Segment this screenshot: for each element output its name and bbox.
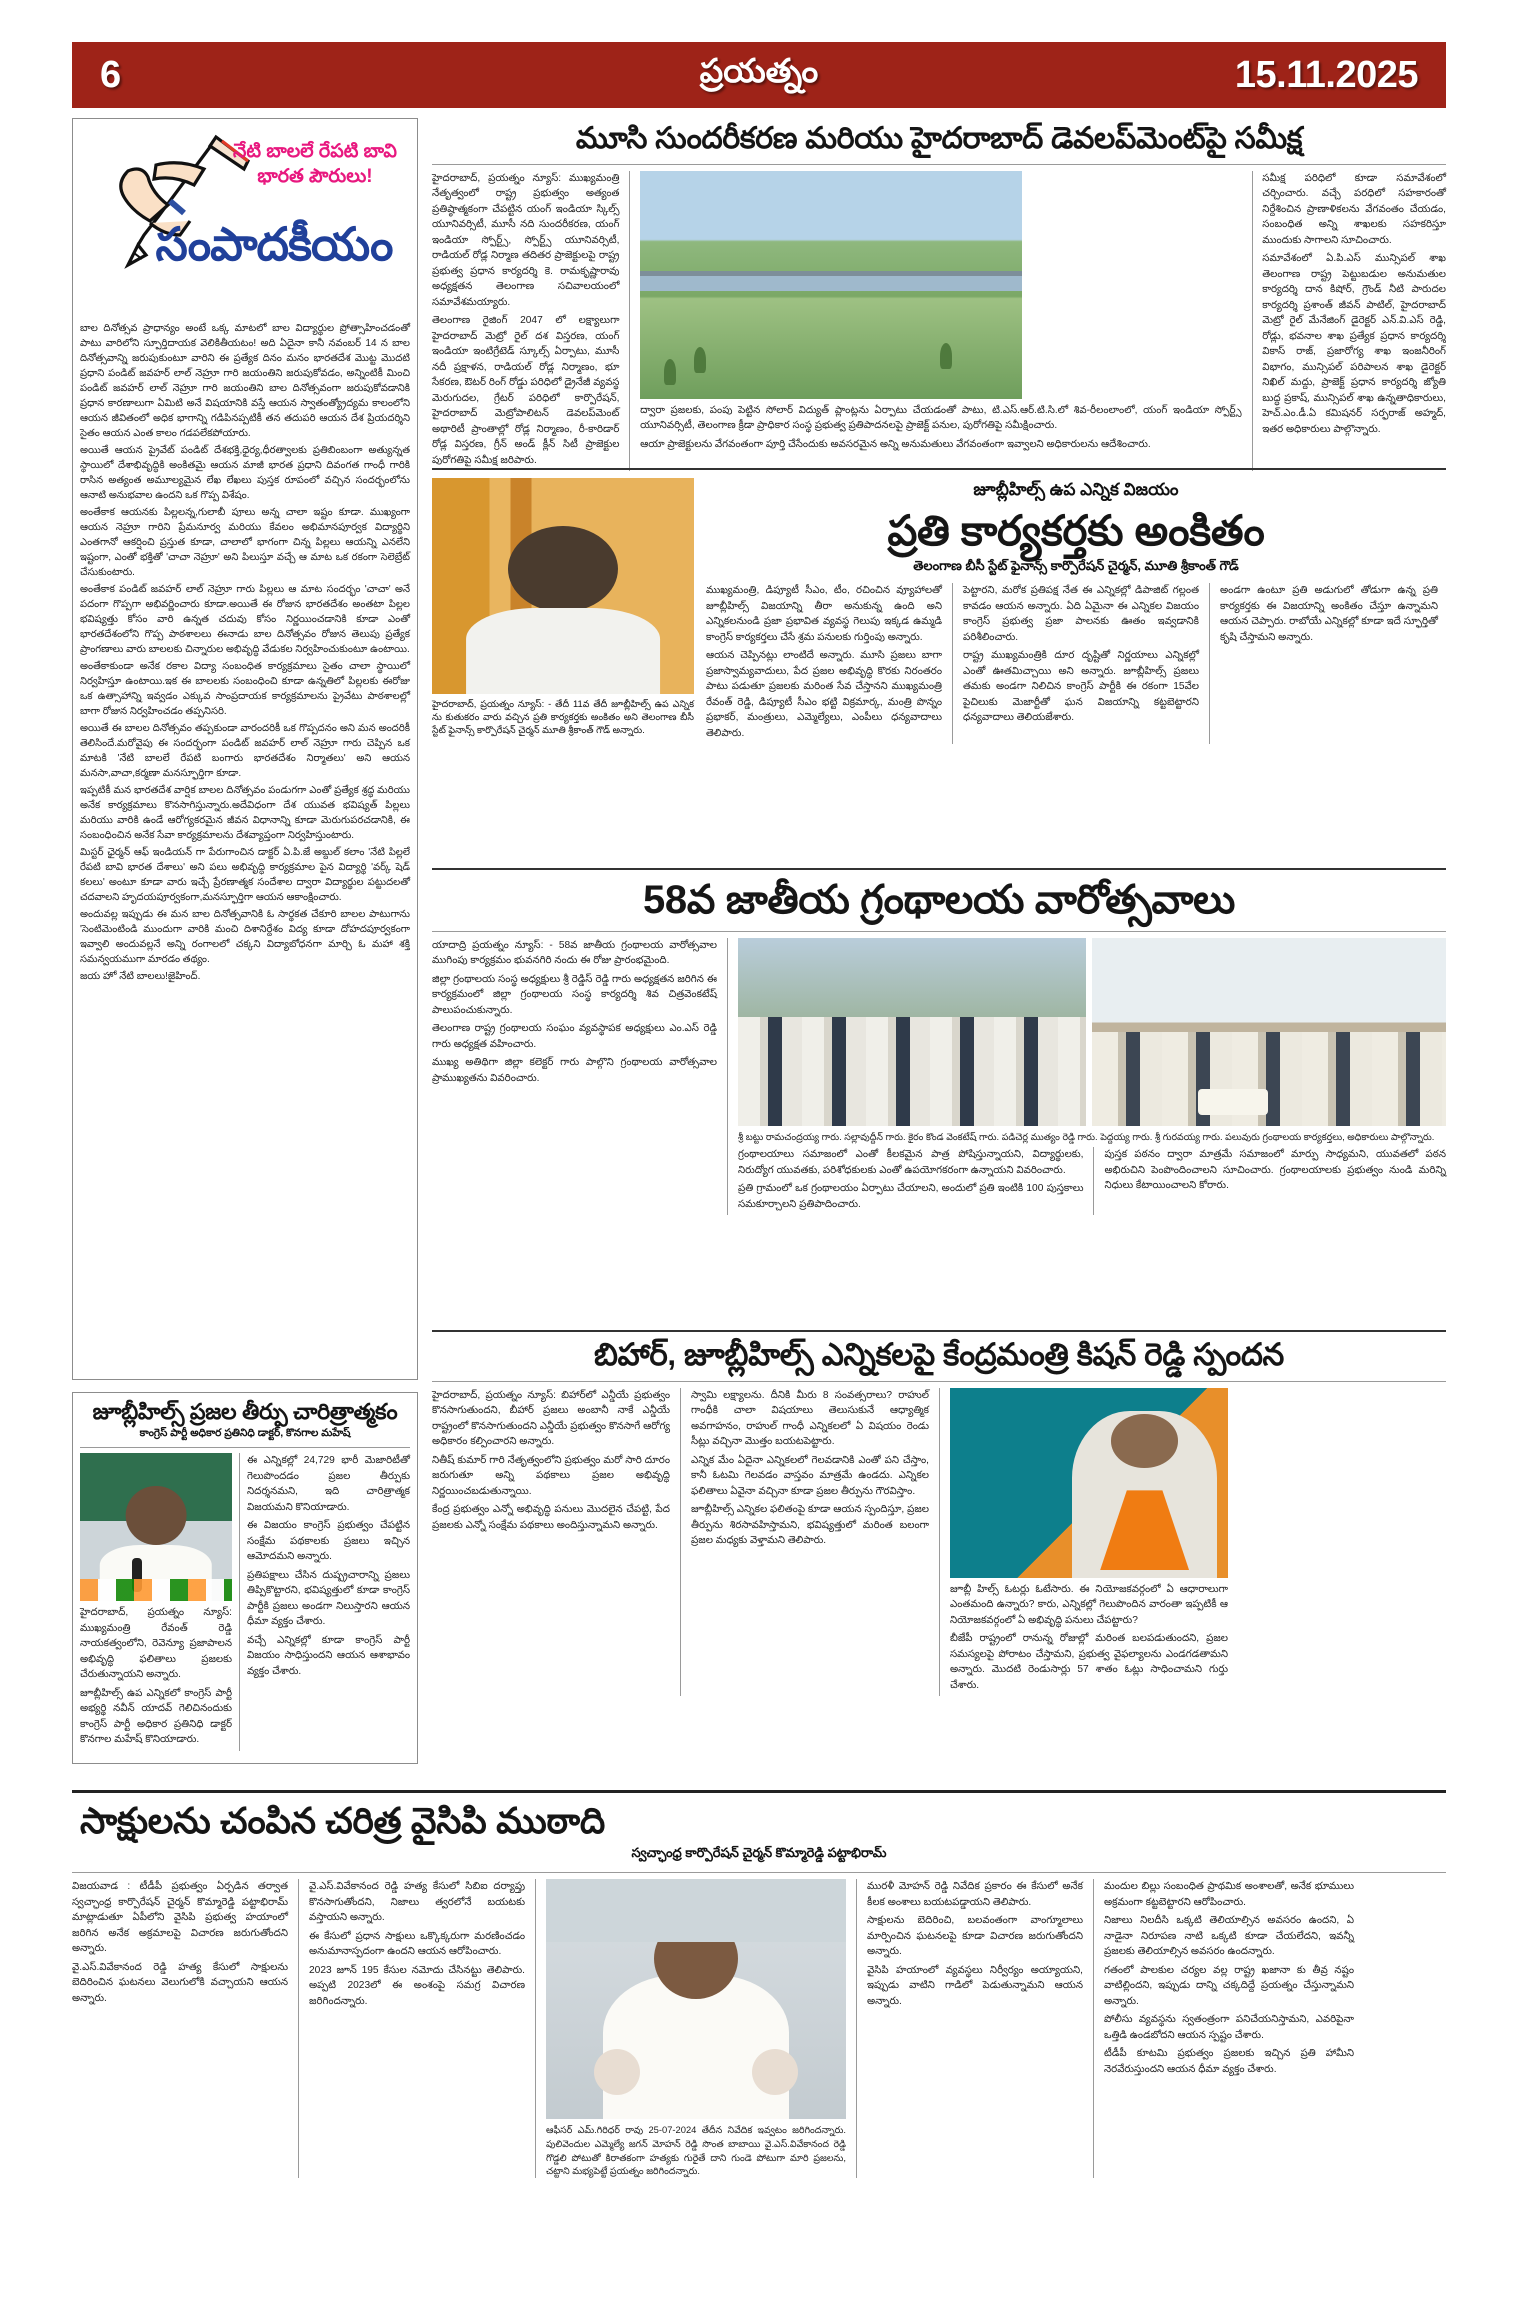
divider (80, 1447, 410, 1448)
paragraph: పుస్తక పఠనం ద్వారా మాత్రమే సమాజంలో మార్పు సాధ్యమని, యువతలో పఠన అభిరుచిని పెంపొందించాలని సూచించారు. గ్రంథాలయాలకు ప్రభుత్వం నుండి మరిన్ని నిధులు కేటాయించాలని కోరారు. (1104, 1149, 1446, 1192)
editorial-body (80, 321, 410, 984)
jubilee-hills-article (432, 468, 1446, 838)
kishan-column-1 (432, 1388, 670, 1697)
paragraph: ఈ కేసులో ప్రధాన సాక్షులు ఒక్కొక్కరుగా మరణించడం అనుమానాస్పదంగా ఉందని ఆయన ఆరోపించారు. (309, 1930, 525, 1958)
paragraph: ఈ విజయం కాంగ్రెస్ ప్రభుత్వం చేపట్టిన సంక్షేమ పథకాలకు ప్రజలు ఇచ్చిన ఆమోదమని అన్నారు. (247, 1520, 410, 1563)
column-divider (952, 583, 953, 744)
column-divider (1093, 1147, 1094, 1215)
publication-date: 15.11.2025 (1234, 53, 1418, 96)
paragraph: జూబ్లీ హిల్స్ ఓటర్లు ఓటేసారు. ఈ నియోజకవర్గంలో ఏ ఆధారాలుగా ఎంతమంది ఉన్నారు? కారు, ఎన్నికల్లో గెలుపొందిన వారంతా ఇప్పటికీ ఆ నియోజకవర్గంలో ఏ అభివృద్ధి పనులు చేపట్టారు? (950, 1583, 1228, 1626)
pattabhiram-press-meet-photo (546, 1879, 846, 2119)
library-photo-caption: శ్రీ బట్టు రామచంద్రయ్య గారు. సల్లావుద్దీన్ గారు. కైరం కొండ వెంకటేష్ గారు. పడిచెర్ల ముత్యం రెడ్డి గారు. పెద్దయ్య గారు. శ్రీ గురవయ్య గారు. పలువురు గ్రంథాలయ కార్యకర్తలు, అధికారులు పాల్గొన్నారు. (738, 1130, 1435, 1142)
paragraph: హైదరాబాద్, ప్రయత్నం న్యూస్: ముఖ్యమంత్రి రేవంత్ రెడ్డి నాయకత్వంలోని, రెవెన్యూ ప్రజాపాలన అభివృద్ధి ఫలితాలు ప్రజలకు చేరుతున్నాయని అన్నారు. (80, 1607, 232, 1681)
editorial-paragraph: మిస్టర్ ఛైర్మన్ ఆఫ్ ఇండియన్ గా పేరుగాంచిన డాక్టర్ ఏ.పి.జే అబ్దుల్ కలాం 'నేటి పిల్లలే రేపటి బావి భారత దేశాలు' అని పలు అభివృద్ధి కార్యక్రమాల పైన విద్యార్థి 'వర్క్ షెడ్ కలలు' అంటూ కూడా వారు ఇచ్చే ప్రేరణాత్మక సందేశాల ద్వారా విద్యార్థుల పట్టుదలతో చదవాలని హృదయపూర్వకంగా,మనస్ఫూర్తిగా ఆయన ఆకాంక్షించారు. (80, 847, 410, 903)
paragraph: ముఖ్య అతిథిగా జిల్లా కలెక్టర్ గారు పాల్గొని గ్రంథాలయ వారోత్సవాల ప్రాముఖ్యతను వివరించారు. (432, 1057, 718, 1084)
paragraph: పెట్టారని, మరోక ప్రతిపక్ష నేత ఈ ఎన్నికల్లో డిపాజిట్ గల్లంత కావడం ఆయన అన్నారు. ఏది ఏమైనా ఈ ఎన్నికల విజయం కాంగ్రెస్ ప్రభుత్వ ప్రజా పాలనకు ఊతం ఇవ్వడానికి పరిశీలించారు. (963, 585, 1199, 643)
column-divider (298, 1879, 299, 2178)
paragraph: వై.ఎస్.వివేకానంద రెడ్డి హత్య కేసులో సిబిఐ దర్యాప్తు కొనసాగుతోందని, నిజాలు త్వరలోనే బయటకు వస్తాయని అన్నారు. (309, 1881, 525, 1924)
divider (432, 1381, 1446, 1382)
paragraph: నిజాలు నిలదీసి ఒక్కటి తెలియాల్సిన అవసరం ఉందని, ఏ నాడైనా నిరూపణ నాటి ఒక్కటి కూడా చేయలేదని, ఇవన్నీ ప్రజలకు తెలియాల్సిన అవసరం ఉందన్నారు. (1104, 1915, 1354, 1958)
paragraph: ఆయన చెప్పినట్లు లాంటిదే అన్నారు. మూసి ప్రజలు బాగా ప్రజాస్వామ్యవాదులు, పేద ప్రజల అభివృద్ధి కొరకు నిరంతరం పాటు పడుతూ ప్రజలకు మరింత సేవ చేస్తానని ముఖ్యమంత్రి రేవంత్ రెడ్డి, డిప్యూటీ సీఎం భట్టి విక్రమార్క, మంత్రి పొన్నం ప్రభాకర్, మంత్రులు, ఎమ్మెల్యేలు, ఎంపీలు ధన్యవాదాలు తెలిపారు. (706, 650, 942, 739)
paragraph: రాష్ట్ర ముఖ్యమంత్రికి దూర దృష్టితో నిర్ణయాలు ఎన్నికల్లో ఎంతో ఊతమిచ్చాయి అని అన్నారు. జూబ్లీహిల్స్ ప్రజలు తమకు అండగా నిలిచిన కాంగ్రెస్ పార్టీకి ఈ రకంగా 15వేల పైచిలుకు మెజార్టీతో ఘన విజయాన్ని కట్టబెట్టారని ధన్యవాదాలు తెలియజేశారు. (963, 650, 1199, 724)
congress-column-1 (80, 1605, 232, 1748)
library-article (432, 868, 1446, 1316)
paragraph: వై.ఎస్.వివేకానంద రెడ్డి హత్య కేసులో సాక్షులను బెదిరించిన ఘటనలు వెలుగులోకి వచ్చాయని ఆయన అన్నారు. (72, 1961, 288, 2004)
editorial-paragraph: జయ హో నేటి బాలలు!జైహింద్. (80, 971, 201, 982)
kishan-reddy-article (432, 1330, 1446, 1768)
editorial-tagline: నేటి బాలలే రేపటి బావి భారత పౌరులు! (233, 141, 397, 188)
ysrcp-column-2 (309, 1879, 525, 2178)
paragraph: ద్వారా ప్రజలకు, పంపు పెట్టిన సోలార్ విద్యుత్ ప్లాంట్లను ఏర్పాటు చేయడంతో పాటు, టి.ఎస్.ఆర్.టి.సి.లో శివ-రీలంలాంలో, యంగ్ ఇండియా స్పోర్ట్స్ యూనివర్సిటీ, తెలంగాణ క్రీడా ప్రాధికార సంస్థ ప్రభుత్వ ప్రతిపాదనలపై ప్రాజెక్ట్ పనుల, పురోగతిపై సమీక్షించారు. (640, 404, 1242, 432)
congress-byline: కాంగ్రెస్ పార్టీ అధికార ప్రతినిధి డాక్టర్, కొనగాల మహేష్ (139, 1427, 351, 1440)
paragraph: సాక్షులను బెదిరించి, బలవంతంగా వాంగ్మూలాలు మార్పించిన ఘటనలపై కూడా విచారణ జరుగుతోందని అన్నారు. (867, 1915, 1083, 1958)
paragraph: గ్రంథాలయాలు సమాజంలో ఎంతో కీలకమైన పాత్ర పోషిస్తున్నాయని, విద్యార్థులకు, నిరుద్యోగ యువతకు, పరిశోధకులకు ఎంతో ఉపయోగకరంగా ఉన్నాయని వివరించారు. (738, 1149, 1084, 1176)
paragraph: ముఖ్యమంత్రి, డిప్యూటీ సీఎం, టీం, రచించిన వ్యూహాలతో జూబ్లీహిల్స్ విజయాన్ని తీరా అనుకున్న ఉంది అని ఎన్నికలనుండి ప్రజా ప్రభావిత వ్యవస్థ గెలుపు ఇక్కడ ఉమ్మడి కాంగ్రెస్ కార్యకర్తలు చేసే శ్రమ పనులకు గుర్తింపు అన్నారు. (706, 585, 942, 643)
divider (432, 468, 1446, 470)
congress-column-2 (247, 1453, 410, 1751)
jubilee-column-2 (963, 583, 1199, 744)
jubilee-column-3 (1220, 583, 1438, 744)
paragraph: బీజేపీ రాష్ట్రంలో రానున్న రోజుల్లో మరింత బలపడుతుందని, ప్రజల సమస్యలపై పోరాటం చేస్తామని, ప్రభుత్వ వైఫల్యాలను ఎండగడతామని అన్నారు. మొదటి రెండుసార్లు 57 శాతం ఓట్లు సాధించామని గుర్తు చేశారు. (950, 1633, 1228, 1691)
column-divider (629, 171, 630, 472)
editorial-paragraph: అందువల్ల ఇప్పుడు ఈ మన బాల దినోత్సవానికి ఓ సార్థకత చేకూరి బాలల పాటుగాను 'సెంటిమెంటిండి ముందుగా వారికి మంచి దిశానిర్దేశం విద్య కూడా దోహదపూర్వకంగా ఇవ్వాలి అందువల్లనే అన్ని రంగాలలో చక్కని విద్యాబోధనగా మార్చి ఓ మహా శక్తి సమన్వయముగా మారడం తథ్యం. (80, 909, 410, 965)
musi-photo-block (640, 171, 1242, 472)
paragraph: మురళీ మోహన్ రెడ్డి నివేదిక ప్రకారం ఈ కేసులో అనేక కీలక అంశాలు బయటపడ్డాయని తెలిపారు. (867, 1881, 1083, 1908)
musi-article (432, 118, 1446, 466)
congress-headline: జూబ్లీహిల్స్ ప్రజల తీర్పు చారిత్రాత్మకం (92, 1399, 398, 1424)
page-number: 6 (100, 53, 123, 96)
paragraph: నితీష్ కుమార్ గారి నేతృత్వంలోని ప్రభుత్వం మరో సారి దూరం జరుగుతూ అన్ని పథకాలు ప్రజల అభివృద్ధి నిర్ణయించబడుతున్నాయి. (432, 1454, 670, 1497)
jubilee-headline: ప్రతి కార్యకర్తకు అంకితం (887, 507, 1265, 554)
musi-river-aerial-photo (640, 171, 1022, 399)
editorial-paragraph: అంతేకాక ఆయనకు పిల్లలన్న,గులాబీ పూలు అన్న చాలా ఇష్టం కూడా. ముఖ్యంగా ఆయన నెహ్రూ గారిని ప్రేమనూర్వ మరియు కేవలం అభిమానపూర్వక విద్యార్థిని ఎంతగానో ఆకర్షించి ప్రస్తుత కూడా, చాలాలో భాగంగా చిన్న పిల్లలు ఆయన్ని ఎనలేని ఇష్టంగా, ఎంతో భక్తితో 'చాచా నెహ్రూ' అని పిలుస్తూ వచ్చే ఆ మాట ఒక రకంగా సెలెబ్రేట్ చేసుకుంటారు. (80, 507, 410, 578)
column-divider (727, 938, 728, 1216)
divider (72, 1872, 1446, 1873)
column-divider (1252, 171, 1253, 472)
paragraph: ప్రతి గ్రామంలో ఒక గ్రంథాలయం ఏర్పాటు చేయాలని, అందులో ప్రతి ఇంటికి 100 పుస్తకాలు సమకూర్చాలని ప్రతిపాదించారు. (738, 1183, 1084, 1210)
paragraph: జూబ్లీహిల్స్ ఉప ఎన్నికలో కాంగ్రెస్ పార్టీ అభ్యర్థి నవీన్ యాదవ్ గెలిచినందుకు కాంగ్రెస్ పార్టీ అధికార ప్రతినిధి డాక్టర్ కొనగాల మహేష్ కొనియాడారు. (80, 1687, 232, 1746)
paragraph: మందుల బిల్లు సంబంధిత ప్రాథమిక అంశాలతో, అనేక భూములు అక్రమంగా కట్టబెట్టారని ఆరోపించారు. (1104, 1881, 1354, 1908)
ysrcp-photo-block (546, 1879, 846, 2178)
editorial-paragraph: బాల దినోత్సవ ప్రాధాన్యం అంటే ఒక్క మాటలో బాల విద్యార్థుల ప్రోత్సాహించడంతో పాటు వారిలోని స్పూర్తిదాయక వెలికితీయటం! అది ఏదైనా కానీ నవంబర్ 14 న బాల దినోత్సవాన్ని జరుపుకుంటూ వారిని ఈ ప్రత్యేక దినం మనం భారతదేశ మొట్ట మొదటి ప్రధాని పండిట్ జవహర్ లాల్ నెహ్రూ గారి జయంతిని జరుపుకోవడం, అన్నింటికీ మించి పండిట్ జవహర్ లాల్ నెహ్రూ గారి జయంతిని బాల దినోత్సవంగా జరుపుకోవడానికి ప్రధాన కారణాలుగా ఏమిటి అనే విషయానికి వస్తే ఆయన స్వాతంత్య్రోద్యమ కాలంలోని ఆయన జీవితంలో అధిక భాగాన్ని గడిపినప్పటికీ తన తదుపరి ఆయన దేశ ప్రియదర్శిని సైతం ఆయన ఎంత కాలం గడపలేకపోయారు. (80, 323, 410, 439)
paragraph: స్వామి లక్ష్యాలను. దీనికి మీరు 8 సంవత్సరాలు? రాహుల్ గాంధీకి చాలా విషయాలు తెలుసుకునే ఆధ్యాత్మిక అవగాహనం, రాహుల్ గాంధీ ఎన్నికలలో ఏ విషయం రెండు సీట్లు వచ్చినా మొత్తం బయటపెట్టారు. (691, 1389, 929, 1448)
paragraph: సమావేశంలో ఏ.పి.ఎస్ మున్సిపల్ శాఖ తెలంగాణ రాష్ట్ర పెట్టుబడుల అనుమతుల కార్యదర్శి దాన కిషోర్, గ్రౌండ్ నీటి పారుదల కార్యదర్శి ప్రశాంత్ జీవన్ పాటిల్, హైదరాబాద్ మెట్రో రైల్ మేనేజింగ్ డైరెక్టర్ ఎన్.వి.ఎస్ రెడ్డి, రోడ్లు, భవనాల శాఖ ప్రత్యేక ప్రధాన కార్యదర్శి వికాస్ రాజ్, ప్రజారోగ్య శాఖ ఇంజనీరింగ్ విభాగం, మున్సిపల్ పరిపాలన శాఖ డైరెక్టర్ నిఖిల్ మద్దు, ప్రాజెక్ట్ ప్రధాన కార్యదర్శి జ్యోతి బుద్ధ ప్రకాష్, మున్సిపల్ శాఖ ఉన్నతాధికారులు, హెచ్.ఎం.డీ.ఏ కమిషనర్ సర్ఫరాజ్ అహ్మద్, ఇతర అధికారులు పాల్గొన్నారు. (1262, 253, 1446, 435)
library-week-group-photo (738, 938, 1086, 1126)
divider (432, 868, 1446, 870)
paragraph: తెలంగాణ రాష్ట్ర గ్రంథాలయ సంఘం వ్యవస్థాపక అధ్యక్షులు ఎం.ఎస్ రెడ్డి గారు అధ్యక్షత వహించారు. (432, 1023, 718, 1050)
musi-column-3 (1262, 171, 1446, 472)
library-book-exhibition-photo (1092, 938, 1446, 1126)
musi-column-1 (432, 171, 619, 472)
paragraph: టీడీపీ కూటమి ప్రభుత్వం ప్రజలకు ఇచ్చిన ప్రతి హామీని నెరవేరుస్తుందని ఆయన ధీమా వ్యక్తం చేశారు. (1104, 2048, 1354, 2075)
ysrcp-column-3 (867, 1879, 1083, 2178)
paragraph: ప్రతిపక్షాలు చేసిన దుష్ప్రచారాన్ని ప్రజలు తిప్పికొట్టారని, భవిష్యత్తులో కూడా కాంగ్రెస్ పార్టీకి ప్రజలు అండగా నిలుస్తారని ఆయన ధీమా వ్యక్తం చేశారు. (247, 1569, 410, 1628)
editorial-box (72, 118, 418, 1380)
srikanth-goud-portrait-photo (432, 478, 694, 694)
paragraph: జూబ్లీహిల్స్ ఎన్నికల ఫలితంపై కూడా ఆయన స్పందిస్తూ, ప్రజల తీర్పును శిరసావహిస్తామని, భవిష్యత్తులో మరింత బలంగా ప్రజల మధ్యకు వెళ్తామని తెలిపారు. (691, 1504, 929, 1547)
musi-column-2 (640, 403, 1242, 453)
library-column-1 (432, 938, 717, 1216)
jubilee-photo-caption: హైదరాబాద్, ప్రయత్నం న్యూస్: - తేదీ 11వ తేదీ జూబ్లీహిల్స్ ఉప ఎన్నిక ను కుతుకరం వారు వచ్చిన ప్రతి కార్యకర్తకు అంకితం అని తెలంగాణ బీసీ స్టేట్ ఫైనాన్స్ కార్పొరేషన్ చైర్మన్ మూతి శ్రీకాంత్ గౌడ్ అన్నారు. (432, 698, 694, 736)
editorial-paragraph: అంతేకాకుండా అనేక రకాల విద్యా సంబంధిత కార్యక్రమాలు సైతం చాలా స్థాయిలో నిర్వహిస్తూ ఉంటాయి.ఇక ఈ బాలలకు సంబంధించి కూడా ఉన్నతిలో పిల్లలకు ఈరోజు ఒక ఉత్సాహాన్ని ఇవ్వడం ఎక్కువ సాంప్రదాయక కార్యక్రమాలను ప్రైవేటు పాఠశాలల్లో బాగా రోజున నిర్వహించడం తప్పనిసరి. (80, 661, 410, 717)
paragraph: హైదరాబాద్, ప్రయత్నం న్యూస్: ముఖ్యమంత్రి నేతృత్వంలో రాష్ట్ర ప్రభుత్వం అత్యంత ప్రతిష్ఠాత్మకంగా చేపట్టిన యంగ్ ఇండియా స్కిల్స్ యూనివర్సిటీ, మూసీ నది సుందరీకరణ, యంగ్ ఇండియా స్పోర్ట్స్, స్పోర్ట్స్ యూనివర్సిటీ, రాడియల్ రోడ్ల నిర్మాణ తదితర ప్రాజెక్టులపై రాష్ట్ర ప్రభుత్వ ప్రధాన కార్యదర్శి కె. రామకృష్ణారావు అధ్యక్షతన తెలంగాణ సచివాలయంలో సమావేశమయ్యారు. (432, 172, 620, 308)
column-divider (1093, 1879, 1094, 2178)
paragraph: అండగా ఉంటూ ప్రతి అడుగులో తోడుగా ఉన్న ప్రతి కార్యకర్తకు ఈ విజయాన్ని అంకితం చేస్తూ ఉన్నామని ఆయన చెప్పారు. రాబోయే ఎన్నికల్లో కూడా ఇదే స్ఫూర్తితో కృషి చేస్తామని అన్నారు. (1220, 585, 1438, 643)
column-divider (939, 1388, 940, 1697)
column-divider (239, 1453, 240, 1751)
paragraph: వచ్చే ఎన్నికల్లో కూడా కాంగ్రెస్ పార్టీ విజయం సాధిస్తుందని ఆయన ఆశాభావం వ్యక్తం చేశారు. (247, 1634, 410, 1677)
ysrcp-column-1 (72, 1879, 288, 2178)
editorial-wordmark: సంపాదకీయం (155, 218, 393, 270)
jubilee-column-1 (706, 583, 942, 744)
kishan-column-3 (950, 1582, 1228, 1694)
ysrcp-column-4 (1104, 1879, 1354, 2178)
kishan-column-2 (691, 1388, 929, 1697)
paragraph: కేంద్ర ప్రభుత్వం ఎన్నో అభివృద్ధి పనులు మొదలైన చేపట్టి, పేద ప్రజలకు ఎన్నో సంక్షేమ పథకాలు అందిస్తున్నామని అన్నారు. (432, 1504, 670, 1531)
kishan-reddy-press-meet-photo (950, 1388, 1228, 1578)
library-column-3 (1104, 1147, 1446, 1215)
paragraph: సమీక్ష పరిధిలో కూడా సమావేశంలో చర్చించారు. వచ్చే పరధిలో సహకారంతో నిర్దేశించిన ప్రాణాళికలను వేగవంతం చేయడం, సంబంధిత అన్ని శాఖలకు సహకరిస్తూ ముందుకు సాగాలని సూచించారు. (1262, 172, 1446, 246)
paragraph: ఆయా ప్రాజెక్టులను వేగవంతంగా పూర్తి చేసేందుకు అవసరమైన అన్ని అనుమతులు వేగవంతంగా ఇవ్వాలని అధికారులను ఆదేశించారు. (640, 438, 1151, 450)
editorial-paragraph: అంతేకాక పండిట్ జవహర్ లాల్ నెహ్రూ గారు పిల్లలు ఆ మాట సందర్భం 'చాచా' అనే పదంగా గొప్పగా అభివర్ణించారు కూడా.అయితే ఈ రోజున భారతదేశం అంతటా పిల్లల భవిష్యత్తు కోసం వారి ఉన్నత చదువు కోసం నిర్ణయించడానికి కూడా ఎంతో భారతదేశంలోని గొప్ప పాఠశాలలు ఈనాడు బాల దినోత్సవం రోజున తెలుపు ప్రత్యేక ప్రాంగణాలు వారు బాలలకు చిన్నారుల అభివృద్ధి వేడుకల నిర్వహించుకుంటూ ఉంటాయి. (80, 584, 410, 655)
column-divider (680, 1388, 681, 1697)
paragraph: గతంలో పాలకుల చర్యల వల్ల రాష్ట్ర ఖజానా కు తీవ్ర నష్టం వాటిల్లిందని, ఇప్పుడు దాన్ని చక్కదిద్దే ప్రయత్నం చేస్తున్నామని అన్నారు. (1104, 1964, 1354, 2007)
divider (432, 1330, 1446, 1332)
editorial-paragraph: ఇప్పటికీ మన భారతదేశ వార్షిక బాలల దినోత్సవం పండుగగా ఎంతో ప్రత్యేక శ్రద్ధ మరియు అనేక కార్యక్రమాలు కొనసాగిస్తున్నారు.అదేవిధంగా దేశ యువత భవిష్యత్ పిల్లలు మరియు వారికి ఉండే ఆరోగ్యకరమైన జీవన విధానాన్ని కూడా మెరుగుపరచడానికి, ఈ సంబంధించిన అనేక సేవా కార్యక్రమాలను దేశవ్యాప్తంగా నిర్వహిస్తుంటారు. (80, 785, 410, 841)
konagala-mahesh-portrait-photo (80, 1453, 232, 1601)
congress-article (72, 1392, 418, 1764)
ysrcp-headline: సాక్షులను చంపిన చరిత్ర వైసిపి ముఠాది (80, 1800, 605, 1841)
paragraph: విజయవాడ : టీడీపీ ప్రభుత్వం ఏర్పడిన తర్వాత స్వచ్ఛాంధ్ర కార్పొరేషన్ చైర్మన్ కొమ్మారెడ్డి పట్టాభిరామ్ మాట్లాడుతూ ఏపీలోని వైసిపి ప్రభుత్వ హయాంలో జరిగిన అనేక అక్రమాలపై విచారణ జరుగుతోందని అన్నారు. (72, 1881, 288, 1955)
paragraph: యాదాద్రి ప్రయత్నం న్యూస్: - 58వ జాతీయ గ్రంథాలయ వారోత్సవాల ముగింపు కార్యక్రమం భువనగిరి నందు ఈ రోజు ప్రారంభమైంది. (432, 939, 718, 967)
paragraph: జిల్లా గ్రంథాలయ సంస్థ అధ్యక్షులు శ్రీ రెడ్డిస్ రెడ్డి గారు అధ్యక్షతన జరిగిన ఈ కార్యక్రమంలో జిల్లా గ్రంథాలయ సంస్థ కార్యదర్శి శివ చిత్రవెంకటేష్ పాలుపంచుకున్నారు. (432, 973, 718, 1016)
paragraph: హైదరాబాద్, ప్రయత్నం న్యూస్: బిహార్‌లో ఎన్డీయే ప్రభుత్వం కొనసాగుతుందని, బీహార్ ప్రజలు అంబానీ నాకే ఎన్డీయే రాష్ట్రంలో కొనసాగుతుందని ఎన్డీయే ప్రభుత్వం కొనసాగే ఆరోగ్య అధికారం కల్పించారని అన్నారు. (432, 1389, 670, 1448)
paragraph: పోలీసు వ్యవస్థను స్వతంత్రంగా పనిచేయనిస్తామని, ఎవరిపైనా ఒత్తిడి ఉండబోదని ఆయన స్పష్టం చేశారు. (1104, 2014, 1354, 2041)
column-divider (535, 1879, 536, 2178)
paragraph: తెలంగాణ రైజింగ్ 2047 లో లక్ష్యాలుగా హైదరాబాద్ మెట్రో రైల్ దశ విస్తరణ, యంగ్ ఇండియా ఇంటిగ్రేటెడ్ స్కూల్స్ ఏర్పాటు, మూసీ నదీ ప్రక్షాళన, రాడియల్ రోడ్ల నిర్మాణం, భూ సేకరణ, ఔటర్ రింగ్ రోడ్డు పరిధిలో డ్రైనేజీ వ్యవస్థ మెరుగుదల, గ్రేటర్ పరిధిలో కార్పొరేషన్, హైదరాబాద్ మెట్రోపాలిటన్ డెవలప్‌మెంట్ అథారిటీ ప్రాంతాల్లో రోడ్ల నిర్మాణం, రీ-కారిడార్ రోడ్ల విస్తరణ, గ్రీన్ అండ్ క్లీన్ సిటీ ప్రాజెక్టుల పురోగతిపై సమీక్ష జరిపారు. (432, 315, 620, 466)
paragraph: ఈ ఎన్నికల్లో 24,729 భారీ మెజారిటీతో గెలుపొందడం ప్రజల తీర్పుకు నిదర్శనమని, ఇది చారిత్రాత్మక విజయమని కొనియాడారు. (247, 1455, 410, 1513)
musi-headline: మూసి సుందరీకరణ మరియు హైదరాబాద్ డెవలప్‌మెంట్‌పై సమీక్ష (575, 122, 1303, 155)
column-divider (856, 1879, 857, 2178)
editorial-paragraph: అయితే ఆయన ప్రైవేట్ పండిట్ దేశభక్తి,ధైర్య,ధీరత్వాలకు ప్రతిబింబంగా అత్యున్నత స్థాయిలో దేశాభివృద్ధికి అంకితమై ఆయన మాజీ భారత ప్రధాని దివంగత గాంధీ గారికి రాసిన అత్యంత అమూల్యమైన లేఖ లేఖలు పుస్తక రూపంలో వచ్చిన సందర్భంలోను ఆనాటి అనుభవాల ఉందని ఒక గొప్ప విశేషం. (80, 445, 410, 501)
jubilee-byline: తెలంగాణ బీసీ స్టేట్ ఫైనాన్స్ కార్పొరేషన్ చైర్మన్, మూతి శ్రీకాంత్ గౌడ్ (913, 558, 1239, 574)
divider (432, 164, 1446, 165)
paragraph: వైసిపి హయాంలో వ్యవస్థలు నిర్వీర్యం అయ్యాయని, ఇప్పుడు వాటిని గాడిలో పెడుతున్నామని ఆయన అన్నారు. (867, 1964, 1083, 2007)
ysrcp-photo-caption: ఆఫీసర్ ఎమ్.గిరిధర్ రావు 25-07-2024 తేదీన నివేదిక ఇవ్వటం జరిగిందన్నారు. పులివెందుల ఎమ్మెల్యే జగన్ మోహన్ రెడ్డి సొంత బాబాయి వై.ఎస్.వివేకానంద రెడ్డి గొడ్డలి పోటుతో కిరాతకంగా హత్యకు గురైతే దాని గుండె పోటుగా మారి ప్రజలను, చట్టాని మభ్యపెట్టే ప్రయత్నం జరిగిందన్నారు. (546, 2124, 846, 2177)
editorial-paragraph: అయితే ఈ బాలల దినోత్సవం తప్పకుండా వారందరికీ ఒక గొప్పదనం అని మన అందరికీ తెలిసిందే.మరోవైపు ఈ సందర్భంగా పండిట్ జవహర్ లాల్ నెహ్రూ గారు చెప్పిన ఒక మాటకి 'నేటి బాలలే రేపటి బంగారు భారతదేశం నిర్మాతలు' అని ఆయన మనసా,వాచా,కర్మణా మనస్ఫూర్తిగా కూడా. (80, 723, 410, 779)
kishan-reddy-headline: బిహార్, జూబ్లీహిల్స్ ఎన్నికలపై కేంద్రమంత్రి కిషన్ రెడ్డి స్పందన (594, 1337, 1284, 1372)
paragraph: 2023 జూన్ 195 కేసుల నమోదు చేసినట్టు తెలిపారు. అప్పటి 2023లో ఈ అంశంపై సమగ్ర విచారణ జరిగిందన్నారు. (309, 1964, 525, 2007)
column-divider (1209, 583, 1210, 744)
jubilee-kicker: జూబ్లీహిల్స్ ఉప ఎన్నిక విజయం (973, 480, 1179, 499)
ysrcp-article (72, 1790, 1446, 2268)
divider (432, 931, 1446, 932)
paper-title: ప్రయత్నం (699, 52, 819, 89)
paragraph: ఎన్నిక మేం ఏదైనా ఎన్నికలలో గెలవడానికి ఎంతో పని చేస్తాం, కానీ ఓటమి గెలవడం వాస్తవం మాత్రమే ఉండదు. ఎన్నికల ఫలితాలు ఏవైనా వచ్చినా కూడా ప్రజల తీర్పును గౌరవిస్తాం. (691, 1454, 929, 1497)
ysrcp-byline: స్వచ్ఛాంధ్ర కార్పొరేషన్ చైర్మన్ కొమ్మారెడ్డి పట్టాభిరామ్ (631, 1845, 887, 1861)
masthead-bar (72, 42, 1446, 108)
library-headline: 58వ జాతీయ గ్రంథాలయ వారోత్సవాలు (642, 878, 1236, 922)
library-column-2 (738, 1147, 1083, 1215)
editorial-logo (80, 125, 410, 321)
